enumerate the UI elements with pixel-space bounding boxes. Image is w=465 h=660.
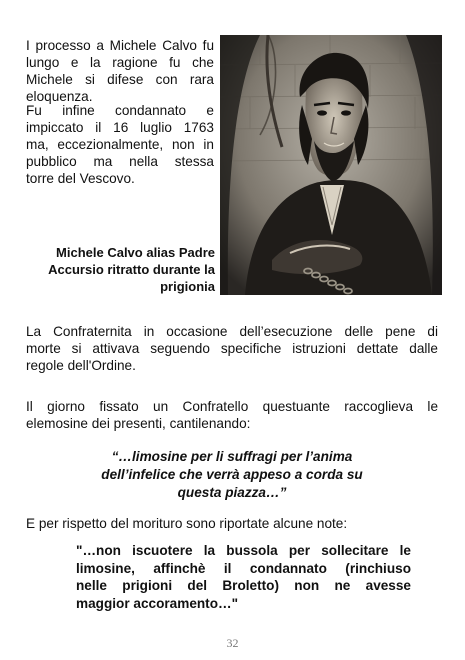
text-line: Michele si difese con rara <box>26 72 214 87</box>
paragraph-confraternity <box>26 323 438 374</box>
quote-line: dell’infelice che verrà appeso a corda su <box>101 467 363 482</box>
text-line: lungo e la ragione fu che <box>26 55 214 70</box>
text-line: pubblico ma nella stessa <box>26 154 214 169</box>
quote-chant <box>26 448 438 502</box>
quote-line: questa piazza…” <box>177 485 287 500</box>
portrait-image <box>220 35 442 295</box>
portrait-caption <box>26 244 215 295</box>
text-line: eloquenza. <box>26 89 93 104</box>
text-line: elemosine dei presenti, cantilenando: <box>26 416 251 431</box>
caption-line: prigionia <box>160 279 215 294</box>
text-line: Fu infine condannato e <box>26 103 214 118</box>
text-line: ma, eccezionalmente, non in <box>26 137 214 152</box>
quote-line: “…limosine per li suffragi per l’anima <box>111 449 353 464</box>
quote-line: nelle prigioni del Broletto) non ne avesse <box>76 578 411 593</box>
quote-line: limosine, affinchè il condannato (rinchiuso <box>76 560 411 576</box>
quote-line: maggior accoramento…" <box>76 595 239 611</box>
text-line: regole dell'Ordine. <box>26 358 136 373</box>
quote-notes <box>76 542 411 612</box>
paragraph-sentence <box>26 102 214 187</box>
caption-line: Accursio ritratto durante la <box>48 262 215 277</box>
paragraph-trial <box>26 37 214 105</box>
text-line: impiccato il 16 luglio 1763 <box>26 120 214 135</box>
text-line: I processo a Michele Calvo fu <box>26 38 214 53</box>
paragraph-notes-intro: E per rispetto del morituro sono riportate alcune note: <box>26 516 348 531</box>
paragraph-collection <box>26 398 438 432</box>
text-line: Il giorno fissato un Confratello questuante raccoglieva le <box>26 399 438 414</box>
text-line: La Confraternita in occasione dell’esecuzione delle pene di <box>26 324 438 339</box>
caption-line: Michele Calvo alias Padre <box>56 245 215 260</box>
text-line: morte si attivava seguendo specifiche istruzioni dettate dalle <box>26 341 438 356</box>
page-number: 32 <box>226 636 239 650</box>
text-line: torre del Vescovo. <box>26 171 135 186</box>
quote-line: "…non iscuotere la bussola per sollecitare le <box>76 543 411 558</box>
